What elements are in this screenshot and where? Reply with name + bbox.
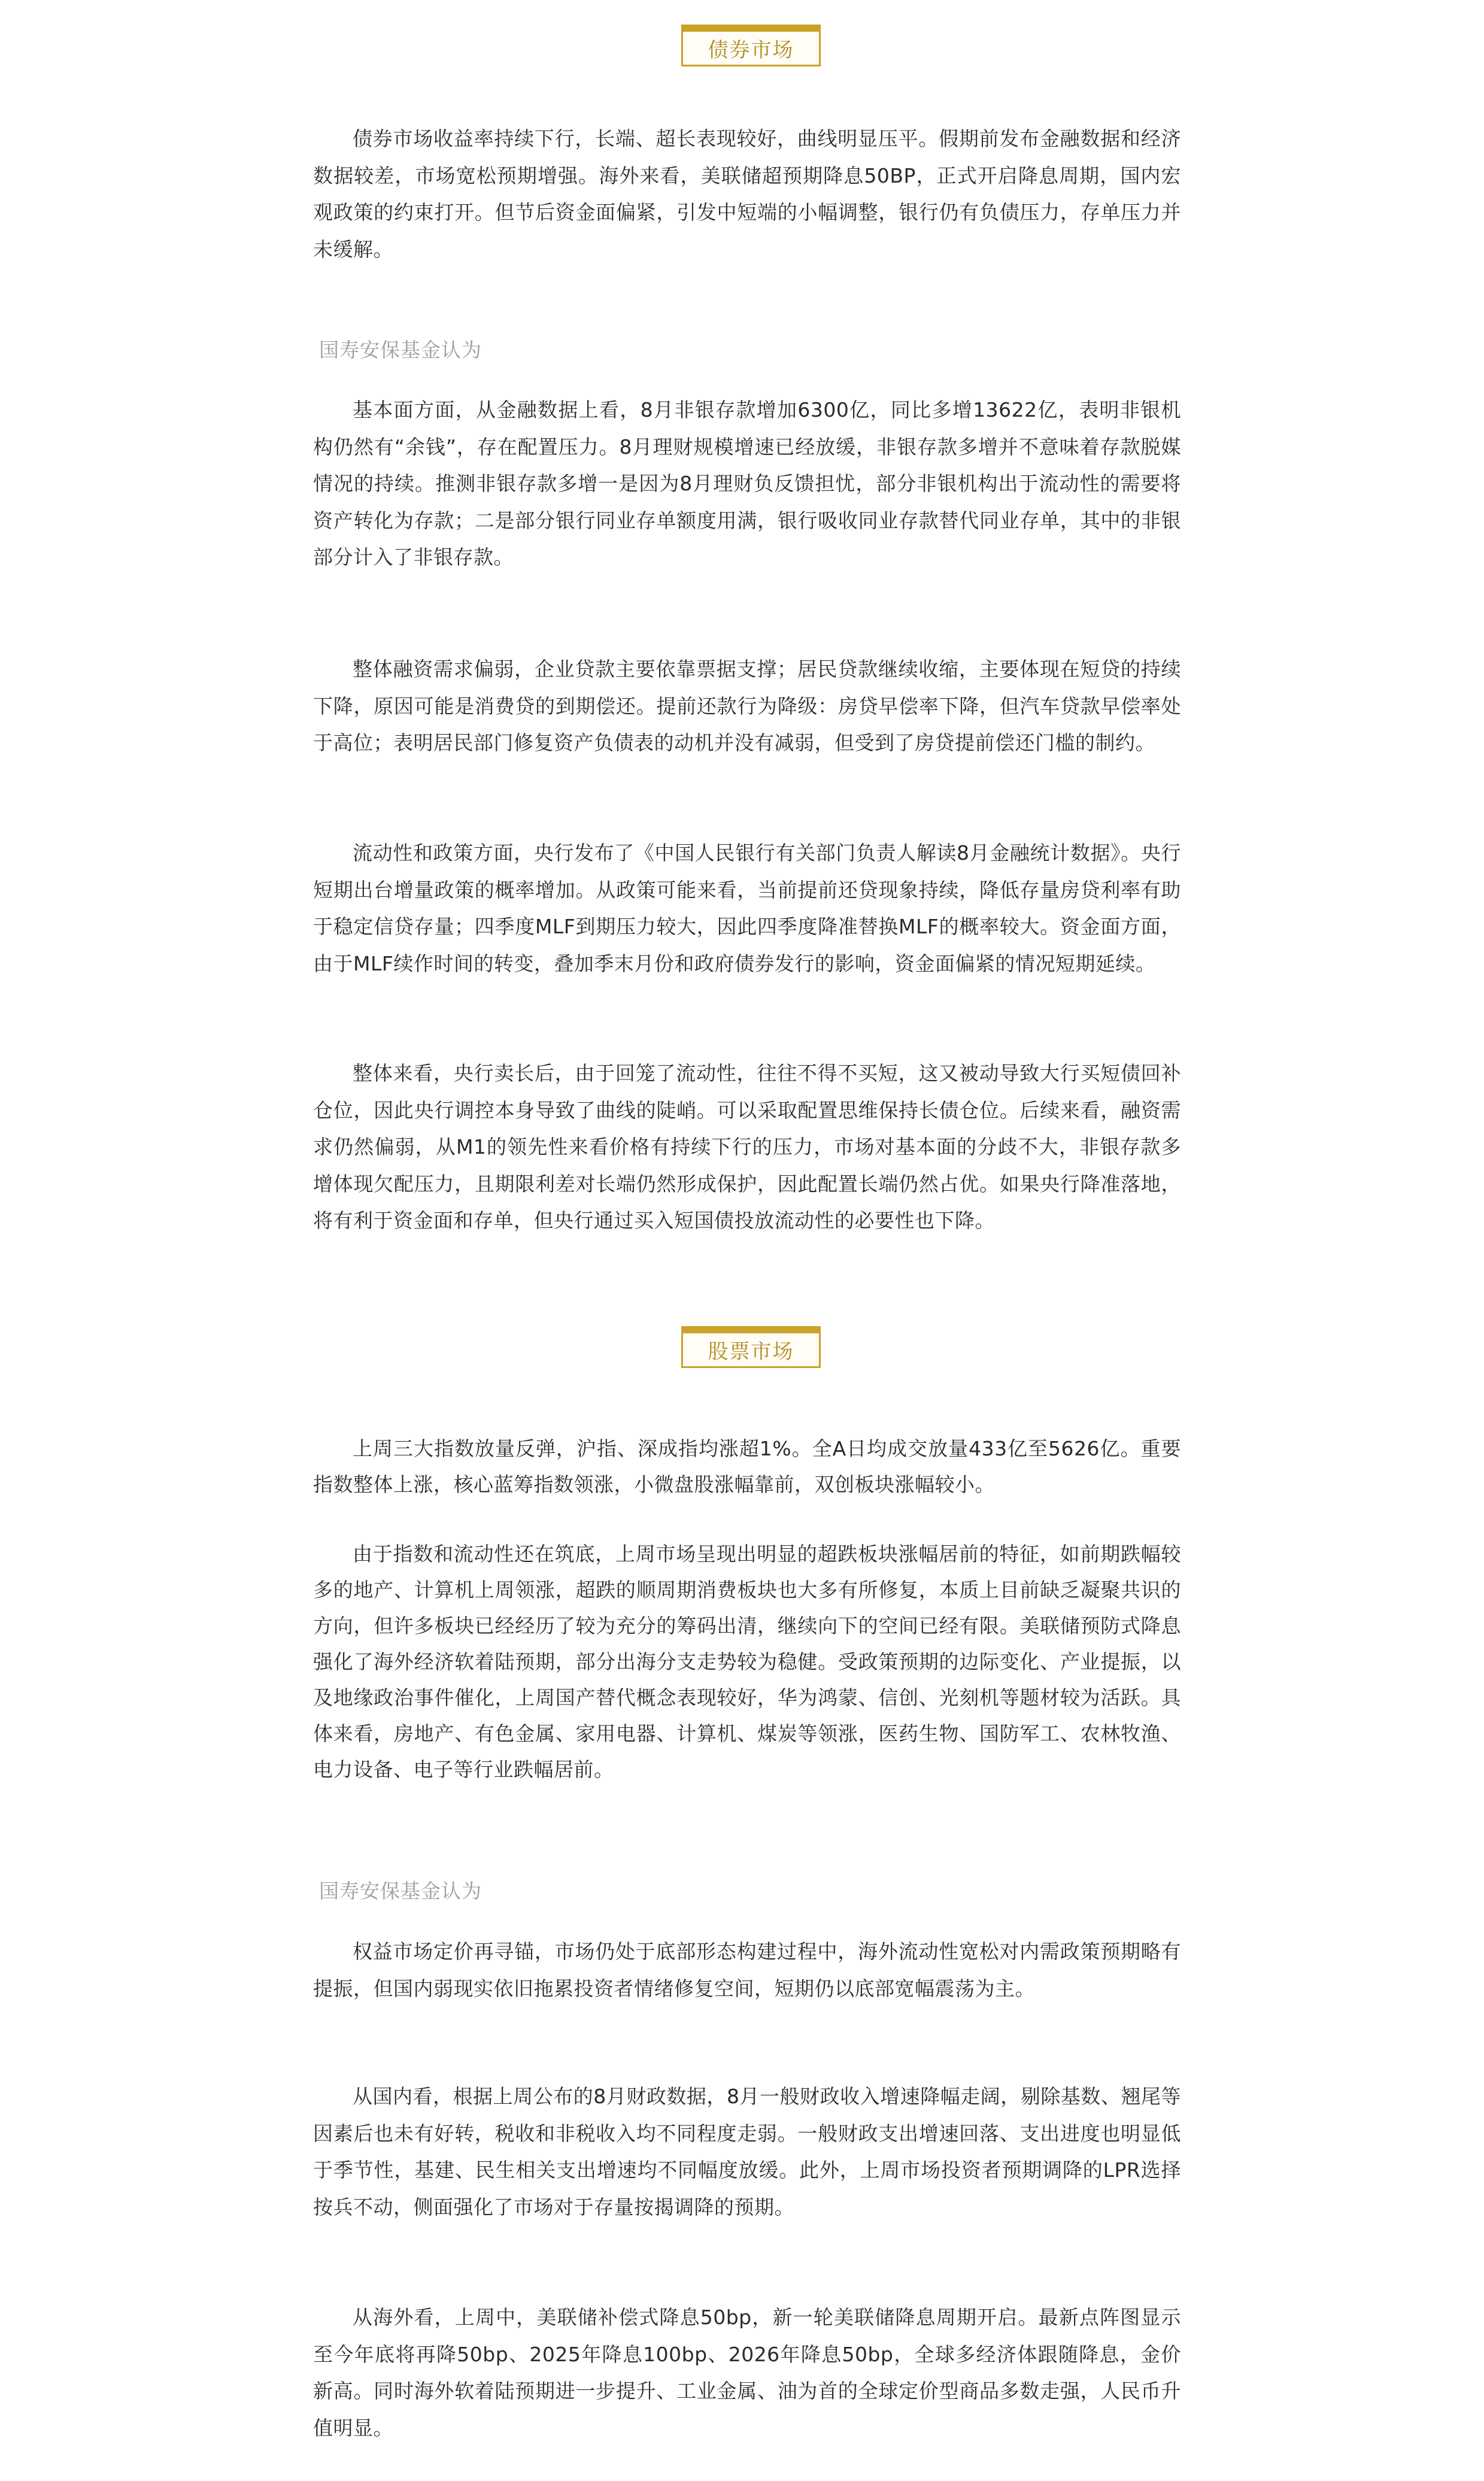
stock-intro-sectors: 由于指数和流动性还在筑底，上周市场呈现出明显的超跌板块涨幅居前的特征，如前期跌幅较多的地产、计算机上周领涨，超跌的顺周期消费板块也大多有所修复，本质上目前缺乏凝聚共识的方向，但许多板块已经经历了较为充分的筹码出清，继续向下的空间已经有限。美联储预防式降息强化了海外经济软着陆预期，部分出海分支走势较为稳健。受政策预期的边际变化、产业提振，以及地缘政治事件催化，上周国产替代概念表现较好，华为鸿蒙、信创、光刻机等题材较为活跃。具体来看，房地产、有色金属、家用电器、计算机、煤炭等领涨，医药生物、国防军工、农林牧渔、电力设备、电子等行业跌幅居前。 <box>313 1542 1181 1781</box>
bond-paragraph-financing: 整体融资需求偏弱，企业贷款主要依靠票据支撑；居民贷款继续收缩，主要体现在短贷的持续下降，原因可能是消费贷的到期偿还。提前还款行为降级：房贷早偿率下降，但汽车贷款早偿率处于高位；表明居民部门修复资产负债表的动机并没有减弱，但受到了房贷提前偿还门槛的制约。 <box>313 657 1181 754</box>
bond-market-intro: 债券市场收益率持续下行，长端、超长表现较好，曲线明显压平。假期前发布金融数据和经济数据较差，市场宽松预期增强。海外来看，美联储超预期降息50BP，正式开启降息周期，国内宏观政策的约束打开。但节后资金面偏紧，引发中短端的小幅调整，银行仍有负债压力，存单压力并未缓解。 <box>313 127 1181 261</box>
bond-paragraph-fundamentals: 基本面方面，从金融数据上看，8月非银存款增加6300亿，同比多增13622亿，表明非银机构仍然有“余钱”，存在配置压力。8月理财规模增速已经放缓，非银存款多增并不意味着存款脱媒情况的持续。推测非银存款多增一是因为8月理财负反馈担忧，部分非银机构出于流动性的需要将资产转化为存款；二是部分银行同业存单额度用满，银行吸收同业存款替代同业存单，其中的非银部分计入了非银存款。 <box>313 398 1181 569</box>
bond-paragraph-liquidity-policy: 流动性和政策方面，央行发布了《中国人民银行有关部门负责人解读8月金融统计数据》。央行短期出台增量政策的概率增加。从政策可能来看，当前提前还贷现象持续，降低存量房贷利率有助于稳定信贷存量；四季度MLF到期压力较大，因此四季度降准替换MLF的概率较大。资金面方面，由于MLF续作时间的转变，叠加季末月份和政府债券发行的影响，资金面偏紧的情况短期延续。 <box>313 841 1181 975</box>
stock-market-title-badge: 股票市场 <box>681 1326 821 1368</box>
stock-paragraph-domestic: 从国内看，根据上周公布的8月财政数据，8月一般财政收入增速降幅走阔，剔除基数、翘尾等因素后也未有好转，税收和非税收入均不同程度走弱。一般财政支出增速回落、支出进度也明显低于季节性，基建、民生相关支出增速均不同幅度放缓。此外，上周市场投资者预期调降的LPR选择按兵不动，侧面强化了市场对于存量按揭调降的预期。 <box>313 2085 1181 2219</box>
stock-view-heading: 国寿安保基金认为 <box>319 1879 482 1903</box>
stock-paragraph-overseas: 从海外看，上周中，美联储补偿式降息50bp，新一轮美联储降息周期开启。最新点阵图显示至今年底将再降50bp、2025年降息100bp、2026年降息50bp，全球多经济体跟随降息，金价新高。同时海外软着陆预期进一步提升、工业金属、油为首的全球定价型商品多数走强，人民币升值明显。 <box>313 2306 1181 2440</box>
stock-intro-indices: 上周三大指数放量反弹，沪指、深成指均涨超1%。全A日均成交放量433亿至5626亿。重要指数整体上涨，核心蓝筹指数领涨，小微盘股涨幅靠前，双创板块涨幅较小。 <box>313 1437 1181 1496</box>
bond-paragraph-outlook: 整体来看，央行卖长后，由于回笼了流动性，往往不得不买短，这又被动导致大行买短债回补仓位，因此央行调控本身导致了曲线的陡峭。可以采取配置思维保持长债仓位。后续来看，融资需求仍然偏弱，从M1的领先性来看价格有持续下行的压力，市场对基本面的分歧不大，非银存款多增体现欠配压力，且期限利差对长端仍然形成保护，因此配置长端仍然占优。如果央行降准落地，将有利于资金面和存单，但央行通过买入短国债投放流动性的必要性也下降。 <box>313 1061 1181 1232</box>
stock-paragraph-equity-pricing: 权益市场定价再寻锚，市场仍处于底部形态构建过程中，海外流动性宽松对内需政策预期略有提振，但国内弱现实依旧拖累投资者情绪修复空间，短期仍以底部宽幅震荡为主。 <box>313 1940 1181 2000</box>
bond-view-heading: 国寿安保基金认为 <box>319 338 482 362</box>
bond-market-title-badge: 债券市场 <box>681 25 821 66</box>
